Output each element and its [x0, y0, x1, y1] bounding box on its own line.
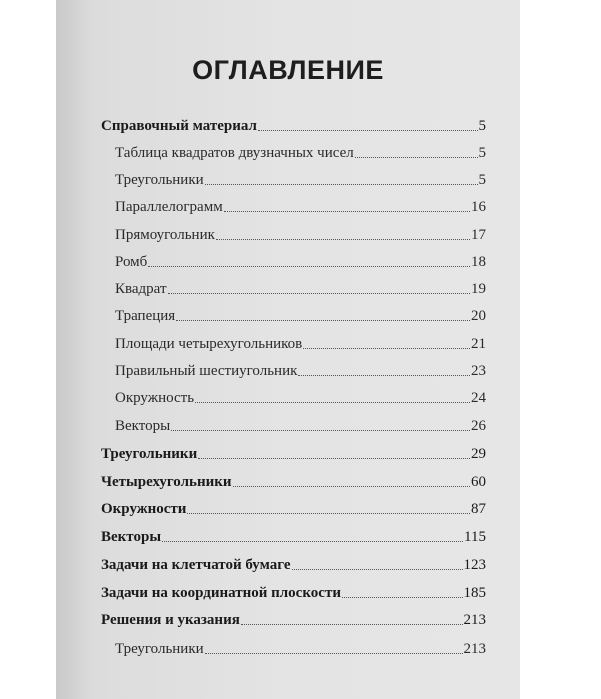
dot-leader: [205, 653, 463, 654]
dot-leader: [205, 184, 478, 185]
toc-entry-page: 19: [471, 281, 486, 297]
toc-entry-page: 18: [471, 254, 486, 270]
dot-leader: [148, 266, 470, 267]
toc-entry: [115, 222, 486, 244]
toc-entry-title: Треугольники: [101, 446, 198, 462]
toc-entry: [115, 167, 486, 189]
toc-entry: [101, 552, 486, 574]
dot-leader: [216, 239, 470, 240]
dot-leader: [162, 541, 463, 542]
toc-entry-page: 87: [471, 501, 486, 517]
dot-leader: [168, 293, 470, 294]
toc-entry: [101, 580, 486, 602]
dot-leader: [224, 211, 470, 212]
toc-entry: [115, 413, 486, 435]
toc-entry-title: Таблица квадратов двузначных чисел: [115, 145, 354, 161]
toc-entry-page: 24: [471, 390, 486, 406]
dot-leader: [171, 430, 470, 431]
toc-entry-page: 23: [471, 363, 486, 379]
toc-entry-page: 16: [471, 199, 486, 215]
dot-leader: [195, 402, 470, 403]
dot-leader: [233, 486, 470, 487]
dot-leader: [258, 130, 478, 131]
dot-leader: [176, 320, 470, 321]
toc-entry-title: Четырехугольники: [101, 474, 232, 490]
toc-entry-page: 17: [471, 227, 486, 243]
toc-entry: [101, 113, 486, 135]
toc-entry-title: Квадрат: [115, 281, 167, 297]
toc-entry-title: Справочный материал: [101, 118, 257, 134]
dot-leader: [303, 348, 470, 349]
dot-leader: [298, 375, 470, 376]
toc-entry: [115, 358, 486, 380]
toc-entry-title: Задачи на координатной плоскости: [101, 585, 341, 601]
toc-entry-page: 5: [478, 172, 486, 188]
toc-entry-title: Параллелограмм: [115, 199, 223, 215]
toc-entry-title: Площади четырехугольников: [115, 336, 303, 352]
toc-entry-title: Треугольники: [115, 641, 204, 657]
dot-leader: [292, 569, 463, 570]
dot-leader: [198, 458, 470, 459]
toc-entry-page: 5: [478, 118, 486, 134]
toc-entry-title: Треугольники: [115, 172, 204, 188]
toc-entry-page: 185: [463, 585, 486, 601]
toc-entry-title: Прямоугольник: [115, 227, 215, 243]
toc-entry-title: Ромб: [115, 254, 148, 270]
toc-entry: [101, 524, 486, 546]
toc-entry: [115, 194, 486, 216]
toc-entry-title: Правильный шестиугольник: [115, 363, 298, 379]
page-title: ОГЛАВЛЕНИЕ: [192, 55, 384, 85]
dot-leader: [342, 597, 463, 598]
toc-entry-page: 213: [463, 612, 486, 628]
toc-entry: [115, 276, 486, 298]
toc-entry-page: 213: [463, 641, 486, 657]
toc-entry-title: Задачи на клетчатой бумаге: [101, 557, 291, 573]
toc-entry: [101, 469, 486, 491]
toc-entry-page: 20: [471, 308, 486, 324]
toc-entry: [101, 607, 486, 629]
toc-entry: [115, 303, 486, 325]
toc-entry: [115, 140, 486, 162]
toc-entry-page: 5: [478, 145, 486, 161]
toc-entry: [115, 249, 486, 271]
toc-entry-page: 29: [471, 446, 486, 462]
toc-entry-title: Решения и указания: [101, 612, 240, 628]
toc-entry-page: 21: [471, 336, 486, 352]
toc-entry: [101, 496, 486, 518]
toc-entry: [115, 331, 486, 353]
dot-leader: [241, 624, 463, 625]
dot-leader: [187, 513, 470, 514]
toc-entry-page: 60: [471, 474, 486, 490]
toc-entry-page: 115: [464, 529, 486, 545]
toc-entry: [115, 385, 486, 407]
toc-entry-title: Окружность: [115, 390, 195, 406]
toc-entry-title: Окружности: [101, 501, 187, 517]
dot-leader: [355, 157, 478, 158]
toc-entry: [115, 636, 486, 658]
toc-entry: [101, 441, 486, 463]
toc-entry-title: Трапеция: [115, 308, 176, 324]
toc-entry-page: 26: [471, 418, 486, 434]
toc-entry-page: 123: [463, 557, 486, 573]
toc-entry-title: Векторы: [101, 529, 162, 545]
toc-entry-title: Векторы: [115, 418, 171, 434]
